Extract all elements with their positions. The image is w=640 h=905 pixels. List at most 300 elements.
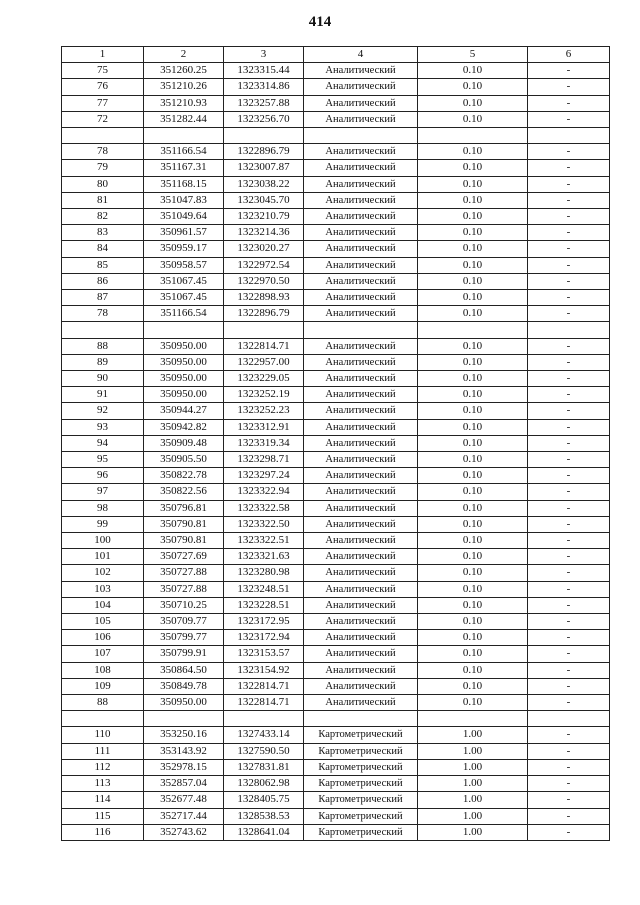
table-row [62,419,610,435]
y-coordinate-cell: 1322814.71 [224,678,304,694]
point-number-cell: 88 [62,695,144,711]
y-coordinate-cell: 1323252.19 [224,387,304,403]
point-number-cell: 106 [62,630,144,646]
x-coordinate-cell: 351067.45 [144,273,224,289]
table-row [62,743,610,759]
x-coordinate-cell: 350790.81 [144,516,224,532]
method-cell: Аналитический [304,403,418,419]
x-coordinate-cell: 350799.91 [144,646,224,662]
x-coordinate-cell: 352978.15 [144,759,224,775]
method-cell: Аналитический [304,111,418,127]
accuracy-cell [418,322,528,338]
x-coordinate-cell: 353250.16 [144,727,224,743]
y-coordinate-cell: 1323314.86 [224,79,304,95]
note-cell: - [528,241,610,257]
accuracy-cell: 0.10 [418,160,528,176]
method-cell: Аналитический [304,630,418,646]
point-number-cell: 81 [62,192,144,208]
y-coordinate-cell: 1323256.70 [224,111,304,127]
x-coordinate-cell: 350958.57 [144,257,224,273]
table-row [62,79,610,95]
y-coordinate-cell: 1323045.70 [224,192,304,208]
table-row [62,95,610,111]
method-cell: Аналитический [304,290,418,306]
table-row [62,597,610,613]
method-cell: Аналитический [304,273,418,289]
x-coordinate-cell: 350950.00 [144,371,224,387]
method-cell: Аналитический [304,468,418,484]
method-cell: Аналитический [304,241,418,257]
point-number-cell: 77 [62,95,144,111]
method-cell: Аналитический [304,597,418,613]
note-cell: - [528,387,610,403]
accuracy-cell: 0.10 [418,468,528,484]
accuracy-cell: 0.10 [418,500,528,516]
point-number-cell: 114 [62,792,144,808]
x-coordinate-cell: 351210.93 [144,95,224,111]
note-cell: - [528,581,610,597]
table-row [62,549,610,565]
x-coordinate-cell: 351166.54 [144,306,224,322]
note-cell: - [528,743,610,759]
coordinates-table-container [61,46,609,841]
point-number-cell: 78 [62,306,144,322]
note-cell: - [528,290,610,306]
point-number-cell: 87 [62,290,144,306]
table-row [62,225,610,241]
method-cell: Аналитический [304,144,418,160]
point-number-cell: 102 [62,565,144,581]
table-row [62,759,610,775]
method-cell: Аналитический [304,95,418,111]
method-cell [304,711,418,727]
table-row [62,387,610,403]
table-row [62,565,610,581]
table-row [62,630,610,646]
note-cell: - [528,597,610,613]
x-coordinate-cell: 350909.48 [144,435,224,451]
method-cell: Аналитический [304,452,418,468]
y-coordinate-cell: 1323248.51 [224,581,304,597]
y-coordinate-cell: 1328062.98 [224,776,304,792]
x-coordinate-cell: 351167.31 [144,160,224,176]
point-number-cell: 110 [62,727,144,743]
note-cell: - [528,695,610,711]
y-coordinate-cell: 1322957.00 [224,354,304,370]
column-header: 2 [144,47,224,63]
y-coordinate-cell: 1322814.71 [224,695,304,711]
y-coordinate-cell: 1323210.79 [224,209,304,225]
note-cell: - [528,824,610,840]
note-cell: - [528,403,610,419]
y-coordinate-cell: 1322896.79 [224,306,304,322]
accuracy-cell: 0.10 [418,662,528,678]
y-coordinate-cell: 1323214.36 [224,225,304,241]
point-number-cell: 76 [62,79,144,95]
accuracy-cell: 0.10 [418,646,528,662]
x-coordinate-cell: 352857.04 [144,776,224,792]
note-cell: - [528,111,610,127]
y-coordinate-cell [224,322,304,338]
accuracy-cell: 0.10 [418,678,528,694]
accuracy-cell: 0.10 [418,435,528,451]
point-number-cell [62,711,144,727]
accuracy-cell: 1.00 [418,792,528,808]
method-cell: Аналитический [304,63,418,79]
method-cell: Картометрический [304,743,418,759]
column-header: 6 [528,47,610,63]
accuracy-cell: 0.10 [418,371,528,387]
x-coordinate-cell: 350961.57 [144,225,224,241]
point-number-cell: 93 [62,419,144,435]
y-coordinate-cell: 1327831.81 [224,759,304,775]
accuracy-cell: 0.10 [418,387,528,403]
method-cell: Аналитический [304,549,418,565]
accuracy-cell: 0.10 [418,209,528,225]
method-cell: Аналитический [304,516,418,532]
point-number-cell: 91 [62,387,144,403]
y-coordinate-cell: 1323298.71 [224,452,304,468]
accuracy-cell: 0.10 [418,63,528,79]
table-row [62,452,610,468]
note-cell: - [528,63,610,79]
y-coordinate-cell: 1322814.71 [224,338,304,354]
method-cell: Аналитический [304,176,418,192]
accuracy-cell: 0.10 [418,95,528,111]
method-cell: Аналитический [304,79,418,95]
x-coordinate-cell: 350710.25 [144,597,224,613]
accuracy-cell: 0.10 [418,516,528,532]
note-cell: - [528,614,610,630]
point-number-cell: 100 [62,533,144,549]
y-coordinate-cell: 1323280.98 [224,565,304,581]
point-number-cell [62,322,144,338]
y-coordinate-cell: 1323315.44 [224,63,304,79]
y-coordinate-cell: 1323228.51 [224,597,304,613]
note-cell: - [528,484,610,500]
point-number-cell: 112 [62,759,144,775]
accuracy-cell: 1.00 [418,776,528,792]
note-cell: - [528,257,610,273]
accuracy-cell [418,711,528,727]
method-cell: Аналитический [304,419,418,435]
table-body [62,63,610,841]
table-row [62,516,610,532]
table-row [62,533,610,549]
method-cell: Картометрический [304,727,418,743]
y-coordinate-cell: 1328538.53 [224,808,304,824]
point-number-cell: 75 [62,63,144,79]
point-number-cell: 96 [62,468,144,484]
point-number-cell: 86 [62,273,144,289]
note-cell [528,128,610,144]
note-cell: - [528,759,610,775]
x-coordinate-cell: 350822.56 [144,484,224,500]
note-cell: - [528,549,610,565]
x-coordinate-cell: 350944.27 [144,403,224,419]
table-row [62,111,610,127]
table-row [62,63,610,79]
table-row [62,614,610,630]
accuracy-cell: 0.10 [418,419,528,435]
note-cell: - [528,435,610,451]
point-number-cell: 105 [62,614,144,630]
note-cell: - [528,306,610,322]
method-cell: Картометрический [304,792,418,808]
note-cell: - [528,468,610,484]
method-cell: Аналитический [304,435,418,451]
table-row [62,500,610,516]
note-cell: - [528,808,610,824]
note-cell: - [528,225,610,241]
method-cell: Аналитический [304,354,418,370]
y-coordinate-cell: 1323297.24 [224,468,304,484]
x-coordinate-cell: 351047.83 [144,192,224,208]
method-cell: Картометрический [304,776,418,792]
point-number-cell: 103 [62,581,144,597]
point-number-cell [62,128,144,144]
method-cell: Аналитический [304,695,418,711]
table-spacer-row [62,322,610,338]
x-coordinate-cell: 350799.77 [144,630,224,646]
x-coordinate-cell: 351067.45 [144,290,224,306]
x-coordinate-cell: 350950.00 [144,354,224,370]
method-cell: Аналитический [304,500,418,516]
accuracy-cell: 0.10 [418,241,528,257]
table-row [62,662,610,678]
point-number-cell: 116 [62,824,144,840]
x-coordinate-cell: 350864.50 [144,662,224,678]
accuracy-cell: 0.10 [418,338,528,354]
accuracy-cell: 0.10 [418,176,528,192]
method-cell: Аналитический [304,662,418,678]
y-coordinate-cell: 1323319.34 [224,435,304,451]
accuracy-cell: 0.10 [418,581,528,597]
table-spacer-row [62,711,610,727]
point-number-cell: 107 [62,646,144,662]
accuracy-cell: 0.10 [418,257,528,273]
point-number-cell: 95 [62,452,144,468]
accuracy-cell: 0.10 [418,695,528,711]
point-number-cell: 83 [62,225,144,241]
table-row [62,192,610,208]
table-row [62,176,610,192]
point-number-cell: 72 [62,111,144,127]
y-coordinate-cell: 1323172.95 [224,614,304,630]
method-cell: Аналитический [304,306,418,322]
y-coordinate-cell: 1323007.87 [224,160,304,176]
page-number: 414 [308,14,332,30]
note-cell: - [528,95,610,111]
note-cell: - [528,500,610,516]
x-coordinate-cell: 350709.77 [144,614,224,630]
coordinates-table [61,46,610,841]
accuracy-cell: 0.10 [418,290,528,306]
accuracy-cell: 1.00 [418,743,528,759]
point-number-cell: 104 [62,597,144,613]
point-number-cell: 89 [62,354,144,370]
accuracy-cell: 0.10 [418,403,528,419]
method-cell: Аналитический [304,581,418,597]
x-coordinate-cell [144,711,224,727]
table-row [62,338,610,354]
point-number-cell: 111 [62,743,144,759]
accuracy-cell [418,128,528,144]
table-row [62,824,610,840]
table-row [62,468,610,484]
table-row [62,776,610,792]
note-cell: - [528,630,610,646]
accuracy-cell: 0.10 [418,306,528,322]
x-coordinate-cell: 352717.44 [144,808,224,824]
method-cell: Аналитический [304,484,418,500]
x-coordinate-cell: 351282.44 [144,111,224,127]
note-cell: - [528,419,610,435]
x-coordinate-cell: 350796.81 [144,500,224,516]
y-coordinate-cell: 1327433.14 [224,727,304,743]
accuracy-cell: 0.10 [418,225,528,241]
note-cell: - [528,354,610,370]
point-number-cell: 80 [62,176,144,192]
method-cell: Аналитический [304,387,418,403]
accuracy-cell: 1.00 [418,727,528,743]
x-coordinate-cell: 352677.48 [144,792,224,808]
method-cell: Аналитический [304,225,418,241]
point-number-cell: 99 [62,516,144,532]
point-number-cell: 97 [62,484,144,500]
table-row [62,727,610,743]
column-header: 3 [224,47,304,63]
method-cell: Аналитический [304,371,418,387]
x-coordinate-cell: 350959.17 [144,241,224,257]
table-row [62,144,610,160]
table-row [62,257,610,273]
accuracy-cell: 1.00 [418,759,528,775]
x-coordinate-cell: 350942.82 [144,419,224,435]
y-coordinate-cell: 1323322.94 [224,484,304,500]
x-coordinate-cell: 351049.64 [144,209,224,225]
x-coordinate-cell: 350849.78 [144,678,224,694]
table-row [62,435,610,451]
y-coordinate-cell: 1323322.58 [224,500,304,516]
point-number-cell: 85 [62,257,144,273]
method-cell: Аналитический [304,614,418,630]
column-header: 4 [304,47,418,63]
y-coordinate-cell: 1322896.79 [224,144,304,160]
accuracy-cell: 0.10 [418,565,528,581]
note-cell: - [528,79,610,95]
point-number-cell: 79 [62,160,144,176]
x-coordinate-cell [144,322,224,338]
note-cell: - [528,176,610,192]
y-coordinate-cell: 1323229.05 [224,371,304,387]
accuracy-cell: 0.10 [418,354,528,370]
column-header: 1 [62,47,144,63]
point-number-cell: 88 [62,338,144,354]
point-number-cell: 115 [62,808,144,824]
note-cell: - [528,646,610,662]
accuracy-cell: 0.10 [418,144,528,160]
table-row [62,290,610,306]
note-cell: - [528,678,610,694]
note-cell: - [528,209,610,225]
method-cell: Аналитический [304,565,418,581]
accuracy-cell: 1.00 [418,824,528,840]
x-coordinate-cell: 351168.15 [144,176,224,192]
accuracy-cell: 0.10 [418,614,528,630]
point-number-cell: 90 [62,371,144,387]
point-number-cell: 84 [62,241,144,257]
point-number-cell: 92 [62,403,144,419]
point-number-cell: 78 [62,144,144,160]
method-cell: Аналитический [304,338,418,354]
table-header-row [62,47,610,63]
note-cell: - [528,533,610,549]
x-coordinate-cell: 350905.50 [144,452,224,468]
table-row [62,695,610,711]
x-coordinate-cell: 350790.81 [144,533,224,549]
note-cell [528,711,610,727]
table-spacer-row [62,128,610,144]
table-row [62,484,610,500]
point-number-cell: 101 [62,549,144,565]
x-coordinate-cell: 350950.00 [144,695,224,711]
y-coordinate-cell [224,128,304,144]
x-coordinate-cell: 350727.88 [144,581,224,597]
method-cell [304,322,418,338]
accuracy-cell: 0.10 [418,79,528,95]
method-cell: Аналитический [304,160,418,176]
x-coordinate-cell: 351260.25 [144,63,224,79]
accuracy-cell: 1.00 [418,808,528,824]
accuracy-cell: 0.10 [418,533,528,549]
note-cell: - [528,662,610,678]
table-row [62,354,610,370]
table-row [62,581,610,597]
y-coordinate-cell: 1323252.23 [224,403,304,419]
note-cell: - [528,338,610,354]
accuracy-cell: 0.10 [418,549,528,565]
y-coordinate-cell: 1323257.88 [224,95,304,111]
accuracy-cell: 0.10 [418,111,528,127]
point-number-cell: 94 [62,435,144,451]
y-coordinate-cell: 1323322.51 [224,533,304,549]
x-coordinate-cell [144,128,224,144]
note-cell: - [528,371,610,387]
accuracy-cell: 0.10 [418,452,528,468]
y-coordinate-cell: 1328405.75 [224,792,304,808]
x-coordinate-cell: 351166.54 [144,144,224,160]
method-cell: Картометрический [304,824,418,840]
x-coordinate-cell: 350727.88 [144,565,224,581]
y-coordinate-cell: 1323020.27 [224,241,304,257]
x-coordinate-cell: 351210.26 [144,79,224,95]
table-row [62,241,610,257]
table-row [62,792,610,808]
method-cell: Аналитический [304,192,418,208]
table-row [62,209,610,225]
table-row [62,403,610,419]
y-coordinate-cell: 1328641.04 [224,824,304,840]
accuracy-cell: 0.10 [418,630,528,646]
method-cell: Аналитический [304,533,418,549]
table-row [62,678,610,694]
note-cell: - [528,160,610,176]
method-cell: Аналитический [304,646,418,662]
accuracy-cell: 0.10 [418,484,528,500]
point-number-cell: 82 [62,209,144,225]
y-coordinate-cell: 1323322.50 [224,516,304,532]
